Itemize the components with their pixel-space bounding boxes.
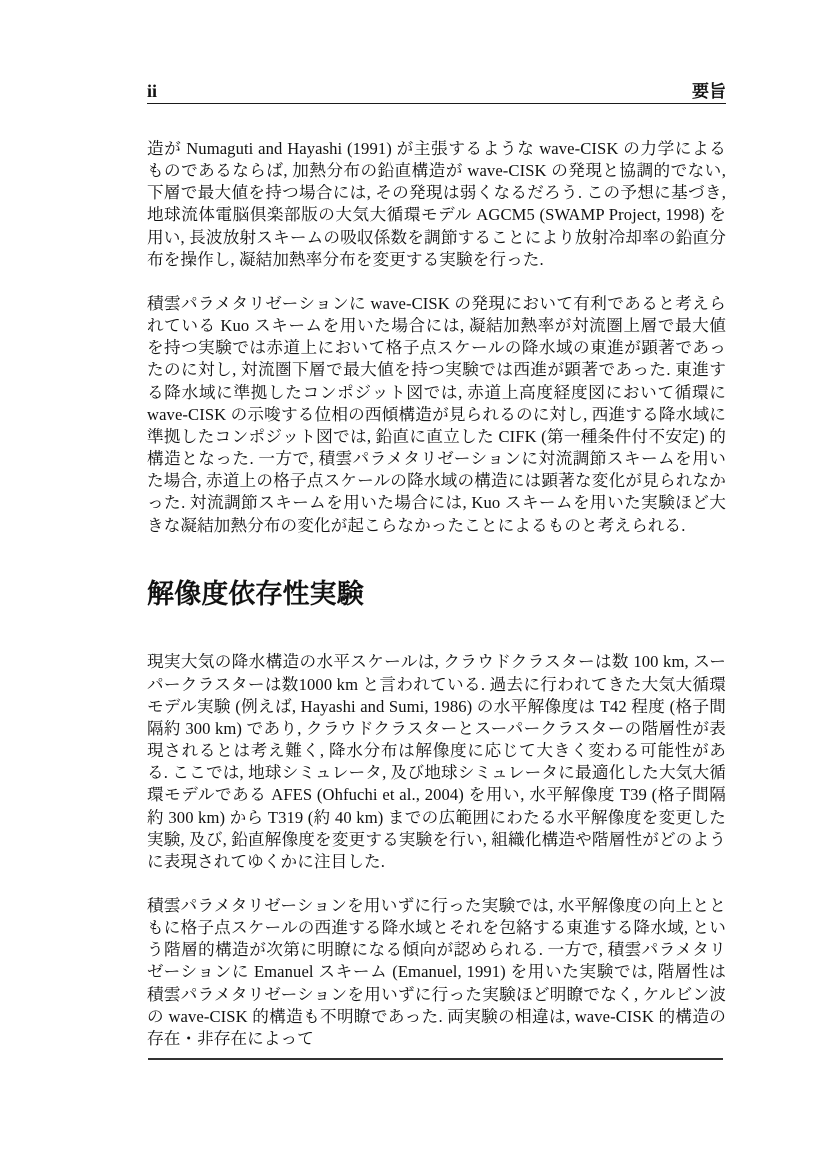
text-column	[147, 138, 726, 1072]
footer-rule	[148, 1058, 723, 1060]
section-heading-resolution-dependency: 解像度依存性実験	[147, 578, 364, 609]
page-number: ii	[147, 81, 158, 101]
paragraph-resolution-experiment-setup: 現実大気の降水構造の水平スケールは, クラウドクラスターは数 100 km, スーパークラスターは数1000 km と言われている. 過去に行われてきた大気大循環モデル実験 (例えば, Hayashi and Sumi, 1986) の水平解像度は T42 程度 (格子間隔約 300 km) であり, クラウドクラスターとスーパークラスターの階層性が表現されるとは考え難く, 降水分布は解像度に応じて大きく変わる可能性がある. ここでは, 地球シミュレータ, 及び地球シミュレータに最適化した大気大循環モデルである AFES (Ohfuchi et al., 2004) を用い, 水平解像度 T39 (格子間隔約 300 km) から T319 (約 40 km) までの広範囲にわたる水平解像度を変更した実験, 及び, 鉛直解像度を変更する実験を行い, 組織化構造や階層性がどのように表現されてゆくかに注目した.	[147, 652, 726, 871]
running-header	[147, 82, 726, 104]
paragraph-continuation-wave-cisk: 造が Numaguti and Hayashi (1991) が主張するような wave-CISK の力学によるものであるならば, 加熱分布の鉛直構造が wave-CISK の発現と協調的でない, 下層で最大値を持つ場合には, その発現は弱くなるだろう. この予想に基づき, 地球流体電脳倶楽部版の大気大循環モデル AGCM5 (SWAMP Project, 1998) を用い, 長波放射スキームの吸収係数を調節することにより放射冷却率の鉛直分布を操作し, 凝結加熱率分布を変更する実験を行った.	[147, 139, 726, 269]
running-header-title: 要旨	[692, 82, 726, 101]
paragraph-kuo-scheme-results: 積雲パラメタリゼーションに wave-CISK の発現において有利であると考えられている Kuo スキームを用いた場合には, 凝結加熱率が対流圏上層で最大値を持つ実験では赤道上において格子点スケールの降水域の東進が顕著であったのに対し, 対流圏下層で最大値を持つ実験では西進が顕著であった. 東進する降水域に準拠したコンポジット図では, 赤道上高度経度図において循環に wave-CISK の示唆する位相の西傾構造が見られるのに対し, 西進する降水域に準拠したコンポジット図では, 鉛直に直立した CIFK (第一種条件付不安定) 的構造となった. 一方で, 積雲パラメタリゼーションに対流調節スキームを用いた場合, 赤道上の格子点スケールの降水域の構造には顕著な変化が見られなかった. 対流調節スキームを用いた場合には, Kuo スキームを用いた実験ほど大きな凝結加熱分布の変化が起こらなかったことによるものと考えられる.	[147, 293, 726, 535]
paragraph-resolution-experiment-results: 積雲パラメタリゼーションを用いずに行った実験では, 水平解像度の向上とともに格子点スケールの西進する降水域とそれを包絡する東進する降水域, という階層的構造が次第に明瞭になる傾向が認められる. 一方で, 積雲パラメタリゼーションに Emanuel スキーム (Emanuel, 1991) を用いた実験では, 階層性は積雲パラメタリゼーションを用いずに行った実験ほど明瞭でなく, ケルビン波の wave-CISK 的構造も不明瞭であった. 両実験の相違は, wave-CISK 的構造の存在・非存在によって	[147, 895, 726, 1048]
